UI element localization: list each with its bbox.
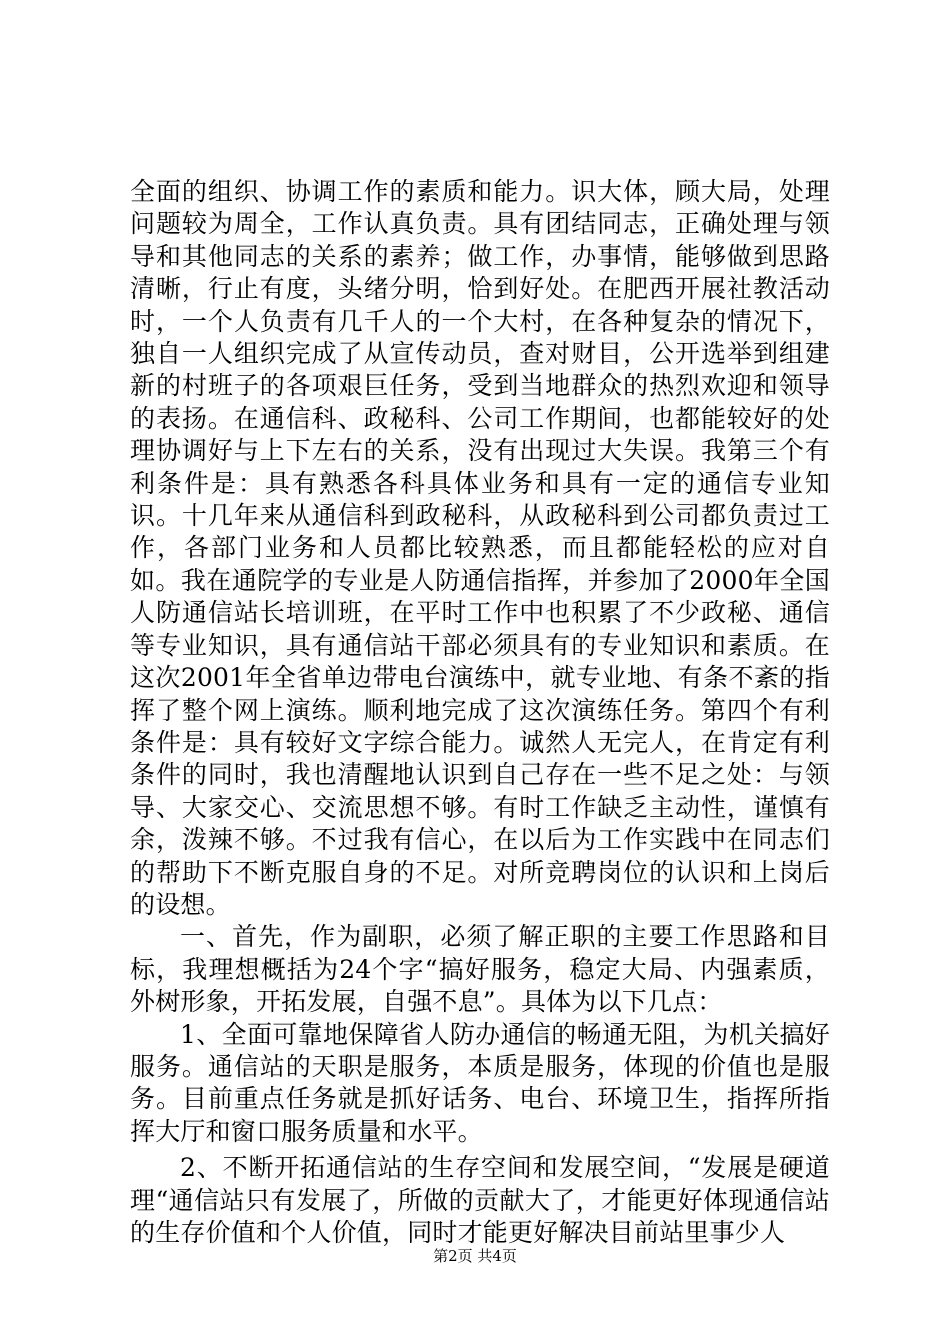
document-body xyxy=(130,176,830,1249)
page-number-footer: 第2页 共4页 xyxy=(433,1247,517,1265)
paragraph-item-one: 1、全面可靠地保障省人防办通信的畅通无阻，为机关搞好服务。通信站的天职是服务，本质是服务，体现的价值也是服务。目前重点任务就是抓好话务、电台、环境卫生，指挥所指挥大厅和窗口服务质量和水平。 xyxy=(130,1019,830,1146)
paragraph-item-two: 2、不断开拓通信站的生存空间和发展空间，“发展是硬道理“通信站只有发展了，所做的贡献大了，才能更好体现通信站的生存价值和个人价值，同时才能更好解决目前站里事少人 xyxy=(130,1153,830,1247)
paragraph-continuation: 全面的组织、协调工作的素质和能力。识大体，顾大局，处理问题较为周全，工作认真负责。具有团结同志，正确处理与领导和其他同志的关系的素养；做工作，办事情，能够做到思路清晰，行止有度，头绪分明，恰到好处。在肥西开展社教活动时，一个人负责有几千人的一个大村，在各种复杂的情况下，独自一人组织完成了从宣传动员，查对财目，公开选举到组建新的村班子的各项艰巨任务，受到当地群众的热烈欢迎和领导的表扬。在通信科、政秘科、公司工作期间，也都能较好的处理协调好与上下左右的关系，没有出现过大失误。我第三个有利条件是：具有熟悉各科具体业务和具有一定的通信专业知识。十几年来从通信科到政秘科，从政秘科到公司都负责过工作，各部门业务和人员都比较熟悉，而且都能轻松的应对自如。我在通院学的专业是人防通信指挥，并参加了2000年全国人防通信站长培训班，在平时工作中也积累了不少政秘、通信等专业知识，具有通信站干部必须具有的专业知识和素质。在这次2001年全省单边带电台演练中，就专业地、有条不紊的指挥了整个网上演练。顺利地完成了这次演练任务。第四个有利条件是：具有较好文字综合能力。诚然人无完人，在肯定有利条件的同时，我也清醒地认识到自己存在一些不足之处：与领导、大家交心、交流思想不够。有时工作缺乏主动性，谨慎有余，泼辣不够。不过我有信心，在以后为工作实践中在同志们的帮助下不断克服自身的不足。对所竞聘岗位的认识和上岗后的设想。 xyxy=(130,177,830,919)
paragraph-section-one: 一、首先，作为副职，必须了解正职的主要工作思路和目标，我理想概括为24个字“搞好服务，稳定大局、内强素质，外树形象，开拓发展，自强不息”。具体为以下几点： xyxy=(130,922,830,1017)
